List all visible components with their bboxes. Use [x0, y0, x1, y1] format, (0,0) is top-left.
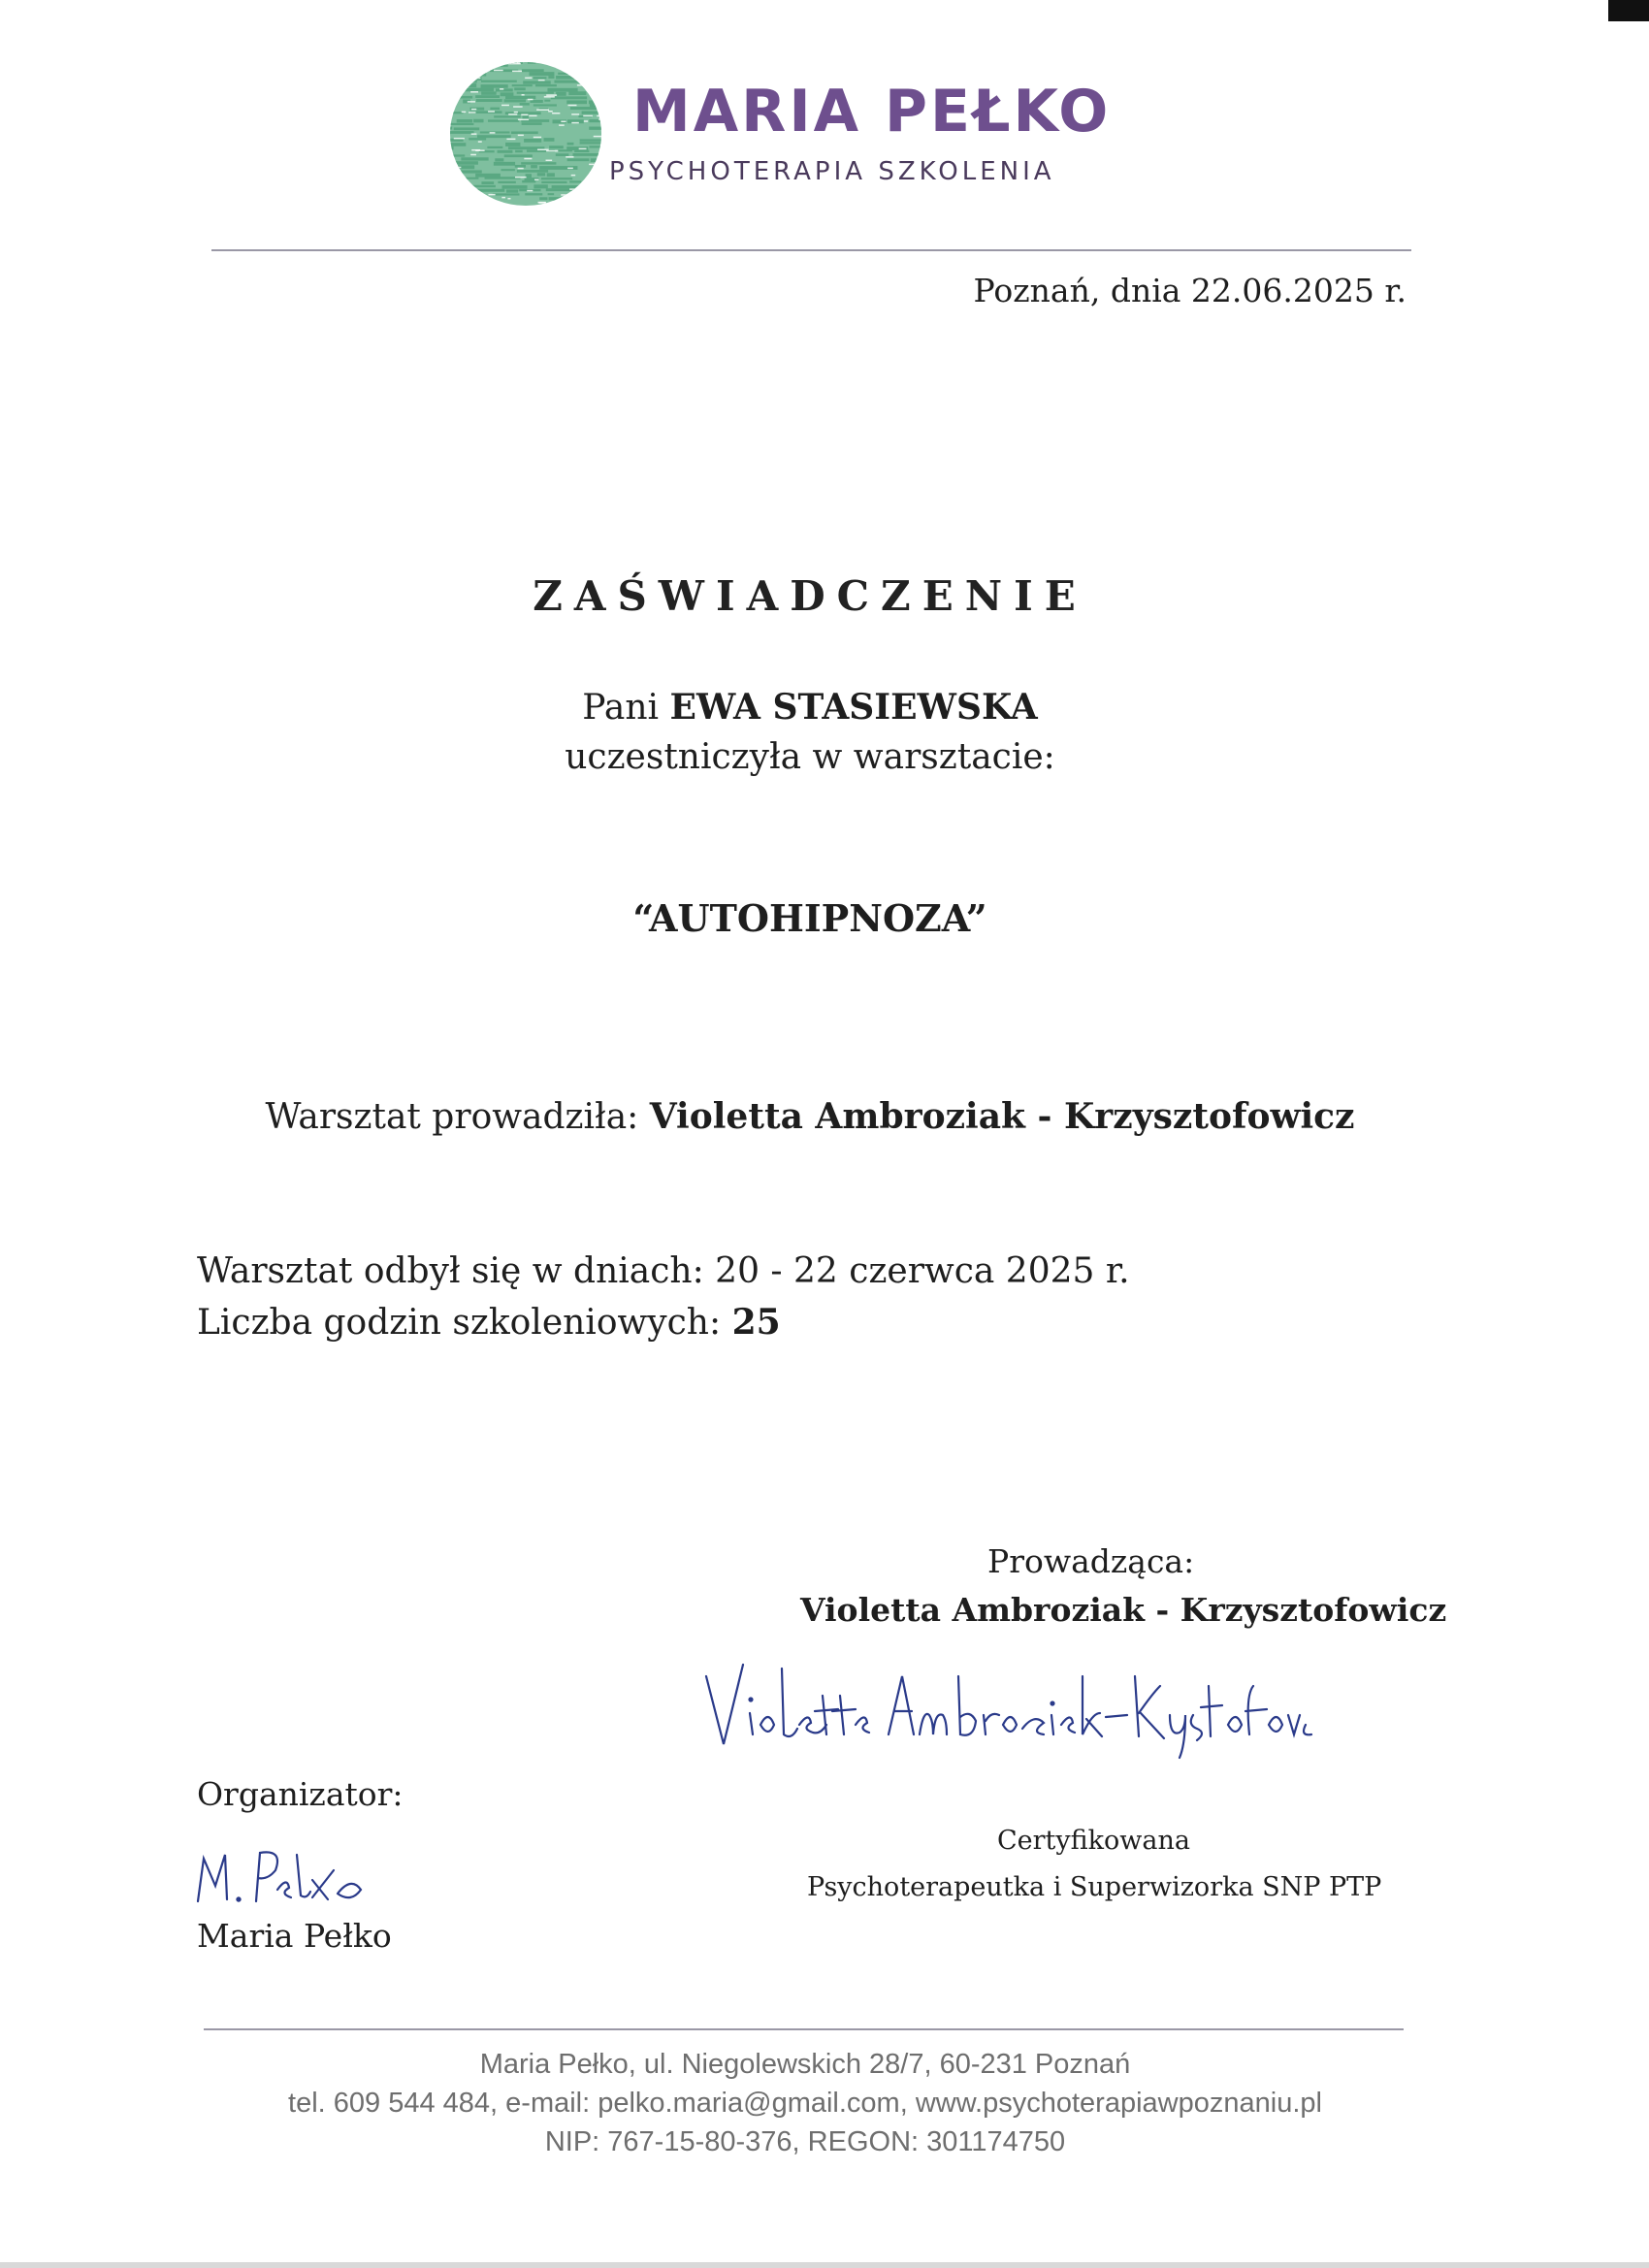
logo-stripe [494, 162, 515, 166]
logo-stripe [448, 112, 464, 113]
logo-stripe [473, 119, 483, 123]
logo-speckle [469, 112, 475, 113]
logo-stripe [448, 126, 452, 129]
logo-stripe [484, 64, 508, 66]
logo-speckle [515, 177, 527, 178]
logo-speckle [567, 105, 576, 107]
logo-stripe [448, 115, 449, 117]
logo-speckle [468, 196, 477, 198]
logo-stripe [448, 154, 465, 156]
logo-speckle [521, 114, 528, 116]
scan-corner-mark [1608, 0, 1649, 21]
logo-stripe [461, 157, 488, 160]
logo-stripe [504, 99, 526, 102]
logo-speckle [494, 70, 503, 72]
footer-contact: tel. 609 544 484, e-mail: pelko.maria@gmail.com, www.psychoterapiawpoznaniu.pl [288, 2088, 1322, 2119]
logo-stripe [520, 103, 530, 106]
logo-speckle [546, 94, 557, 96]
logo-stripe [498, 181, 515, 183]
workshop-name: “AUTOHIPNOZA” [632, 896, 987, 940]
logo-stripe [448, 83, 476, 87]
logo-stripe [541, 181, 566, 183]
logo-speckle [571, 113, 579, 115]
logo-speckle [528, 99, 534, 101]
logo-speckle [488, 111, 495, 113]
logo-stripe [548, 76, 554, 79]
logo-stripe [504, 154, 533, 157]
logo-speckle [594, 136, 602, 138]
scan-bottom-edge [0, 2262, 1649, 2268]
logo-stripe [477, 135, 511, 138]
logo-speckle [508, 63, 521, 65]
logo-speckle [571, 175, 575, 177]
logo-speckle [490, 132, 496, 134]
presenter-certification: Certyfikowana [997, 1826, 1190, 1856]
logo-stripe [448, 197, 480, 199]
participation-text: uczestniczyła w warsztacie: [565, 737, 1055, 777]
logo-stripe [549, 197, 582, 200]
logo-speckle [561, 194, 572, 196]
logo-speckle [518, 119, 529, 121]
logo-stripe [602, 161, 603, 163]
logo-speckle [458, 202, 466, 204]
logo-stripe [544, 100, 550, 102]
logo-stripe [475, 95, 500, 98]
logo-stripe [458, 88, 494, 92]
logo-stripe [584, 196, 598, 200]
footer-address: Maria Pełko, ul. Niegolewskich 28/7, 60-231 Poznań [479, 2049, 1131, 2080]
logo-stripe [537, 173, 545, 176]
logo-stripe [448, 104, 451, 107]
workshop-leader-label: Warsztat prowadziła: [265, 1097, 650, 1137]
logo-stripe [590, 193, 603, 196]
logo-stripe [481, 181, 494, 184]
logo-stripe [475, 174, 501, 178]
logo-stripe [448, 77, 454, 80]
logo-speckle [601, 82, 603, 84]
logo-speckle [500, 88, 503, 90]
logo-stripe [591, 91, 603, 94]
logo-speckle [473, 206, 481, 208]
logo-stripe [515, 150, 523, 152]
logo-speckle [459, 69, 466, 71]
logo-stripe [448, 87, 455, 90]
logo-stripe [525, 193, 542, 195]
logo-stripe [522, 122, 542, 125]
logo-stripe [448, 68, 474, 70]
logo-stripe [493, 193, 520, 195]
header-divider [211, 249, 1411, 251]
logo-stripe [469, 138, 486, 140]
logo-speckle [471, 109, 476, 111]
logo-stripe [581, 77, 603, 80]
training-hours-label: Liczba godzin szkoleniowych: [197, 1303, 732, 1343]
footer-divider [204, 2028, 1404, 2030]
logo-stripe [470, 81, 477, 83]
logo-speckle [475, 149, 484, 151]
logo-stripe [522, 69, 544, 72]
logo-speckle [464, 69, 474, 71]
logo-stripe [515, 165, 526, 168]
logo-speckle [546, 160, 553, 162]
logo-speckle [453, 168, 459, 170]
brand-tagline: PSYCHOTERAPIA SZKOLENIA [609, 157, 1055, 186]
logo-speckle [477, 198, 487, 200]
logo-speckle [598, 118, 603, 120]
logo-speckle [534, 137, 541, 139]
organizer-label: Organizator: [197, 1775, 404, 1813]
logo-stripe [523, 115, 529, 118]
logo-speckle [534, 179, 538, 181]
logo-stripe [583, 69, 603, 73]
logo-stripe [505, 96, 535, 99]
logo-stripe [552, 185, 589, 188]
logo-stripe [476, 99, 502, 102]
logo-speckle [478, 141, 482, 143]
logo-stripe [566, 100, 587, 104]
logo-stripe [598, 81, 603, 84]
logo-speckle [470, 154, 476, 156]
logo-stripe [535, 84, 557, 86]
logo-stripe [589, 127, 603, 130]
logo-stripe [581, 64, 603, 67]
logo-speckle [538, 80, 545, 81]
logo-stripe [591, 170, 603, 172]
logo-speckle [473, 78, 480, 80]
logo-speckle [454, 138, 465, 140]
logo-speckle [501, 105, 509, 107]
logo-stripe [594, 185, 603, 187]
logo-speckle [518, 168, 524, 170]
logo-stripe [541, 178, 572, 179]
logo-speckle [451, 183, 461, 185]
logo-stripe [505, 143, 520, 146]
workshop-leader-name: Violetta Ambroziak - Krzysztofowicz [649, 1096, 1355, 1137]
logo-stripe [498, 150, 513, 153]
logo-stripe [582, 112, 603, 114]
training-hours-value: 25 [731, 1302, 781, 1343]
logo-stripe [546, 188, 582, 191]
logo-stripe [589, 146, 603, 147]
logo-stripe [485, 177, 521, 178]
logo-stripe [448, 170, 482, 173]
logo-stripe [556, 92, 566, 96]
logo-stripe [495, 158, 503, 161]
logo-speckle [601, 178, 603, 180]
logo-speckle [559, 124, 565, 126]
logo-speckle [566, 156, 573, 158]
logo-stripe [448, 193, 450, 197]
logo-stripe [501, 169, 514, 171]
logo-stripe [465, 201, 471, 204]
logo-stripe [580, 139, 603, 141]
logo-stripe [600, 99, 603, 102]
logo-stripe [448, 72, 470, 75]
logo-speckle [480, 205, 489, 207]
logo-stripe [530, 100, 542, 103]
logo-speckle [544, 96, 555, 98]
organizer-name: Maria Pełko [197, 1917, 392, 1955]
logo-speckle [518, 135, 524, 137]
logo-stripe [448, 60, 466, 62]
logo-stripe [481, 91, 496, 94]
logo-stripe [521, 162, 556, 164]
presenter-label: Prowadząca: [987, 1542, 1195, 1580]
logo-stripe [448, 131, 474, 134]
logo-speckle [584, 120, 588, 122]
logo-stripe [490, 108, 500, 110]
logo-stripe [570, 193, 585, 196]
logo-stripe [448, 119, 450, 122]
logo-speckle [546, 150, 558, 152]
logo-stripe [539, 197, 547, 200]
presenter-signature [696, 1657, 1317, 1764]
logo-speckle [457, 167, 461, 169]
logo-stripe [590, 103, 598, 107]
logo-stripe [590, 204, 596, 206]
logo-stripe [487, 146, 502, 148]
logo-speckle [601, 140, 603, 142]
logo-stripe [588, 189, 603, 192]
logo-stripe [473, 73, 486, 76]
logo-stripe [448, 205, 480, 208]
recipient-name: EWA STASIEWSKA [669, 687, 1038, 728]
logo-speckle [537, 202, 545, 204]
logo-speckle [548, 111, 553, 113]
logo-stripe [473, 189, 504, 192]
presenter-title: Psychoterapeutka i Superwizorka SNP PTP [807, 1872, 1382, 1902]
logo-speckle [537, 149, 549, 151]
logo-stripe [544, 138, 555, 142]
logo-stripe [531, 165, 537, 168]
logo-speckle [501, 197, 505, 199]
logo-stripe [448, 178, 478, 179]
logo-stripe [574, 150, 589, 152]
logo-stripe [584, 181, 595, 184]
logo-stripe [534, 184, 547, 188]
logo-stripe [567, 143, 574, 146]
logo-stripe [511, 131, 538, 134]
logo-stripe [501, 92, 514, 96]
logo-speckle [579, 148, 587, 150]
brand-name: MARIA PEŁKO [632, 78, 1112, 146]
issue-date: Poznań, dnia 22.06.2025 r. [973, 272, 1406, 309]
logo-stripe [534, 104, 557, 106]
logo-stripe [448, 165, 474, 169]
logo-stripe [457, 119, 472, 122]
training-hours-line [197, 1302, 781, 1343]
logo-stripe [558, 73, 593, 75]
logo-stripe [558, 149, 572, 151]
logo-speckle [561, 121, 566, 123]
logo-speckle [527, 190, 533, 192]
logo-stripe [481, 84, 508, 88]
logo-stripe [448, 200, 464, 202]
logo-stripe [473, 200, 487, 203]
logo-stripe [524, 139, 541, 143]
document-title: ZAŚWIADCZENIE [533, 572, 1087, 620]
logo-stripe [506, 189, 518, 192]
logo-stripe [553, 204, 584, 208]
logo-speckle [508, 113, 517, 115]
logo-stripe [481, 81, 517, 82]
logo-speckle [488, 194, 495, 196]
logo-speckle [512, 71, 522, 73]
logo-speckle [599, 109, 602, 111]
presenter-name: Violetta Ambroziak - Krzysztofowicz [800, 1591, 1447, 1629]
logo-stripe [448, 80, 458, 83]
logo-stripe [454, 127, 480, 130]
logo-speckle [448, 84, 453, 86]
logo-speckle [507, 198, 510, 200]
logo-speckle [571, 122, 579, 124]
logo-stripe [523, 81, 551, 83]
logo-stripe [522, 180, 535, 182]
logo-speckle [468, 101, 475, 103]
logo-speckle [577, 84, 589, 86]
logo-stripe [551, 96, 587, 99]
logo-stripe [528, 60, 536, 63]
logo-stripe [567, 158, 590, 161]
logo-stripe [556, 153, 569, 156]
logo-speckle [573, 74, 576, 76]
logo-stripe [448, 96, 472, 99]
logo-stripe [549, 146, 564, 148]
logo-stripe [554, 200, 589, 203]
logo-stripe [448, 123, 473, 125]
logo-stripe [517, 170, 548, 173]
logo-speckle [569, 188, 575, 190]
logo-stripe [568, 91, 586, 95]
logo-stripe [569, 180, 581, 182]
logo-stripe [502, 185, 528, 189]
logo-stripe [514, 87, 526, 90]
logo-stripe [460, 76, 473, 78]
logo-speckle [597, 115, 603, 117]
logo-stripe [534, 77, 547, 79]
logo-stripe [580, 142, 603, 144]
footer-registration: NIP: 767-15-80-376, REGON: 301174750 [544, 2126, 1066, 2157]
logo-stripe [572, 153, 603, 156]
logo-speckle [525, 78, 532, 80]
logo-speckle [462, 112, 467, 113]
logo-stripe [547, 88, 577, 92]
logo-stripe [591, 158, 599, 162]
logo-speckle [589, 164, 599, 166]
logo-speckle [567, 168, 573, 170]
logo-speckle [465, 80, 474, 81]
logo-speckle [601, 110, 603, 112]
logo-speckle [470, 91, 478, 93]
logo-speckle [522, 94, 525, 96]
logo-stripe [554, 81, 592, 83]
logo-stripe [462, 185, 496, 187]
logo-stripe [494, 115, 521, 117]
logo-speckle [590, 60, 598, 62]
workshop-dates: Warsztat odbył się w dniach: 20 - 22 czerwca 2025 r. [197, 1251, 1130, 1291]
logo-speckle [471, 133, 477, 135]
logo-stripe [496, 88, 513, 91]
logo-speckle [453, 179, 461, 181]
workshop-leader-line [0, 1096, 1620, 1137]
organizer-signature [192, 1841, 386, 1909]
logo-speckle [536, 109, 549, 111]
logo-speckle [471, 190, 475, 192]
logo-speckle [552, 113, 560, 114]
logo-stripe [537, 60, 562, 62]
logo-stripe [556, 76, 577, 80]
logo-icon [448, 60, 603, 208]
logo-stripe [517, 92, 554, 94]
logo-stripe [448, 161, 478, 165]
logo-speckle [529, 115, 536, 117]
recipient-prefix: Pani [582, 688, 670, 728]
logo-stripe [562, 64, 579, 68]
logo-stripe [512, 84, 533, 86]
logo-stripe [488, 119, 519, 121]
logo-stripe [602, 104, 603, 107]
logo-stripe [448, 146, 454, 150]
logo-speckle [514, 112, 518, 113]
recipient-line [0, 687, 1620, 728]
logo-stripe [570, 107, 600, 110]
logo-speckle [506, 139, 515, 141]
logo-stripe [448, 143, 466, 146]
logo-speckle [513, 106, 523, 108]
logo-speckle [524, 158, 532, 160]
logo-stripe [548, 193, 555, 195]
logo-stripe [547, 173, 555, 177]
logo-stripe [530, 72, 555, 76]
logo-speckle [583, 115, 593, 117]
